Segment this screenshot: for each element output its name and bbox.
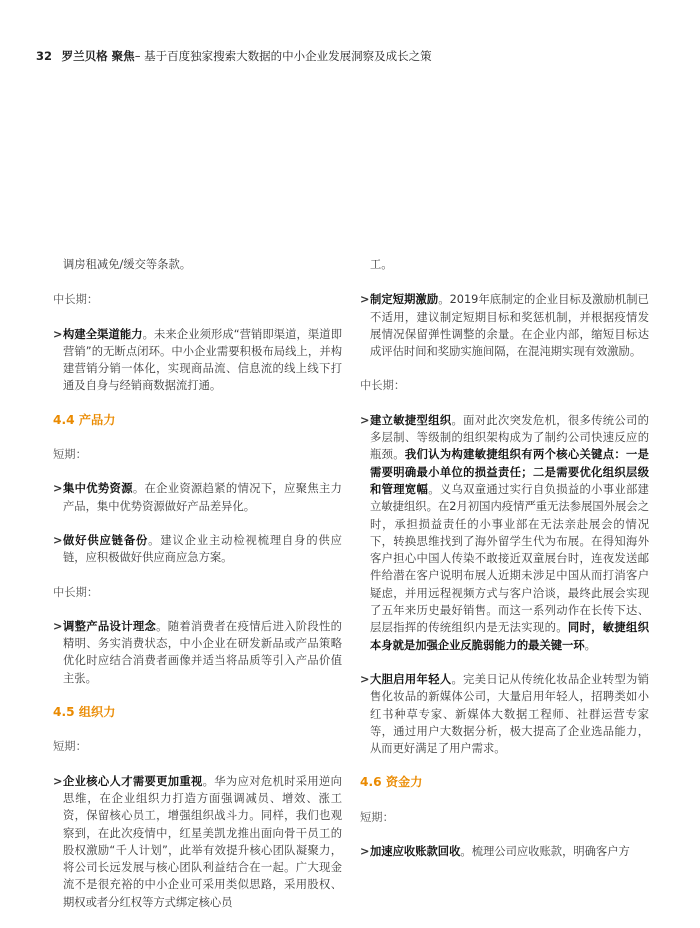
bullet-title: 构建全渠道能力 [63, 327, 143, 341]
bullet-product-design [53, 618, 342, 687]
bullet-text: 。完美日记从传统化妆品企业转型为销售化妆品的新媒体公司，大量启用年轻人，招聘类如小红书种草专家、新媒体大数据工程师、社群运营专家等，通过用户大数据分析，极大提高了企业选品能力，从而更好满足了用户需求。 [370, 672, 649, 756]
bullet-marker: > [53, 327, 63, 341]
bullet-title: 制定短期激励 [370, 293, 439, 307]
bullet-marker: > [360, 672, 370, 686]
short-term-label: 短期： [53, 448, 87, 462]
bullet-title: 调整产品设计理念 [63, 619, 157, 633]
bullet-marker: > [53, 619, 63, 633]
mid-long-term-label: 中长期： [53, 293, 99, 307]
bullet-emphasis: 同时，敏捷组织本身就是加强企业反脆弱能力的最关键一环 [370, 621, 649, 652]
bullet-marker: > [360, 845, 370, 859]
page-number: 32 [36, 49, 53, 63]
bullet-receivables [360, 843, 649, 860]
mid-long-term-label: 中长期： [53, 585, 99, 599]
right-column [360, 256, 649, 877]
short-term-label: 短期： [360, 810, 394, 824]
continued-text: 工。 [370, 258, 393, 271]
bullet-title: 企业核心人才需要更加重视 [63, 774, 203, 788]
short-term-label: 短期： [53, 740, 87, 754]
bullet-title: 建立敏捷型组织 [370, 413, 452, 427]
bullet-title: 集中优势资源 [63, 482, 133, 496]
bullet-marker: > [53, 774, 63, 788]
bullet-title: 加速应收账款回收 [370, 845, 461, 859]
bullet-marker: > [360, 413, 370, 427]
bullet-agile-organization [360, 412, 649, 654]
bullet-text: 。华为应对危机时采用逆向思维，在企业组织力打造方面强调减员、增效、涨工资，保留核心员工，增强组织战斗力。同样，我们也观察到，在此次疫情中，红星美凯龙推出面向骨干员工的股权激励“千人计划”，此举有效提升核心团队凝聚力，将公司长远发展与核心团队利益结合在一起。广大现金流不是很充裕的中小企业可采用类似思路，采用股权、期权或者分红权等方式绑定核心员 [63, 774, 342, 909]
bullet-supply-chain [53, 532, 342, 567]
bullet-text: 。义乌双童通过实行自负损益的小事业部建立敏捷组织。在2月初国内疫情严重无法参展国外展会之时，承担损益责任的小事业部在无法亲赴展会的情况下，转换思维找到了海外留学生代为布展。在得知海外客户担心中国人传染不敢接近双童展台时，连夜发送邮件给潜在客户说明布展人近期未涉足中国从而打消客户疑虑，并用远程视频方式与客户洽谈，最终此展会实现了五年来历史最好销售。而这一系列动作在长传下达、层层指挥的传统组织内是无法实现的。 [370, 482, 649, 635]
bullet-text: 。 [584, 638, 596, 652]
bullet-text: 。2019年底制定的企业目标及激励机制已不适用，建议制定短期目标和奖惩机制，并根据疫情发展情况保留弹性调整的余量。在企业内部，缩短目标达成评估时间和奖励实施间隔，在混沌期实现有效激励。 [370, 293, 649, 359]
section-heading-product: 4.4 产品力 [53, 412, 116, 427]
bullet-focus-resources [53, 480, 342, 515]
bullet-title: 做好供应链备份 [63, 533, 149, 547]
bullet-title: 大胆启用年轻人 [370, 672, 452, 686]
bullet-text: 。未来企业须形成“营销即渠道，渠道即营销”的无断点闭环。中小企业需要积极布局线上，并构建营销分销一体化，实现商品流、信息流的线上线下打通及自身与经销商数据流打通。 [63, 327, 342, 393]
bullet-omnichannel [53, 326, 342, 395]
header-brand: 罗兰贝格 聚焦 [61, 49, 135, 63]
bullet-short-term-incentive [360, 291, 649, 360]
continued-text: 调房租减免/缓交等条款。 [63, 258, 192, 271]
left-column [53, 256, 342, 928]
page-header [36, 48, 676, 64]
bullet-young-talent [360, 671, 649, 757]
bullet-text: 。随着消费者在疫情后进入阶段性的精明、务实消费状态，中小企业在研发新品或产品策略优化时应结合消费者画像并适当将品质等引入产品价值主张。 [63, 619, 342, 685]
bullet-text: 。建议企业主动检视梳理自身的供应链，应积极做好供应商应急方案。 [63, 533, 342, 565]
section-heading-organization: 4.5 组织力 [53, 705, 116, 720]
section-heading-capital: 4.6 资金力 [360, 775, 423, 790]
mid-long-term-label: 中长期： [360, 379, 406, 393]
bullet-text: 。梳理公司应收账款，明确客户方 [460, 845, 630, 859]
header-subtitle: – 基于百度独家搜索大数据的中小企业发展洞察及成长之策 [134, 49, 432, 63]
bullet-text: 。面对此次突发危机，很多传统公司的多层制、等级制的组织架构成为了制约公司快速反应的瓶颈。 [370, 413, 649, 462]
bullet-marker: > [360, 293, 370, 307]
bullet-marker: > [53, 482, 63, 496]
bullet-emphasis: 我们认为构建敏捷组织有两个核心关键点：一是需要明确最小单位的损益责任；二是需要优化组织层级和管理宽幅 [370, 448, 649, 496]
bullet-core-talent [53, 773, 342, 911]
bullet-marker: > [53, 533, 63, 547]
bullet-text: 。在企业资源趋紧的情况下，应聚焦主力产品，集中优势资源做好产品差异化。 [63, 482, 342, 513]
